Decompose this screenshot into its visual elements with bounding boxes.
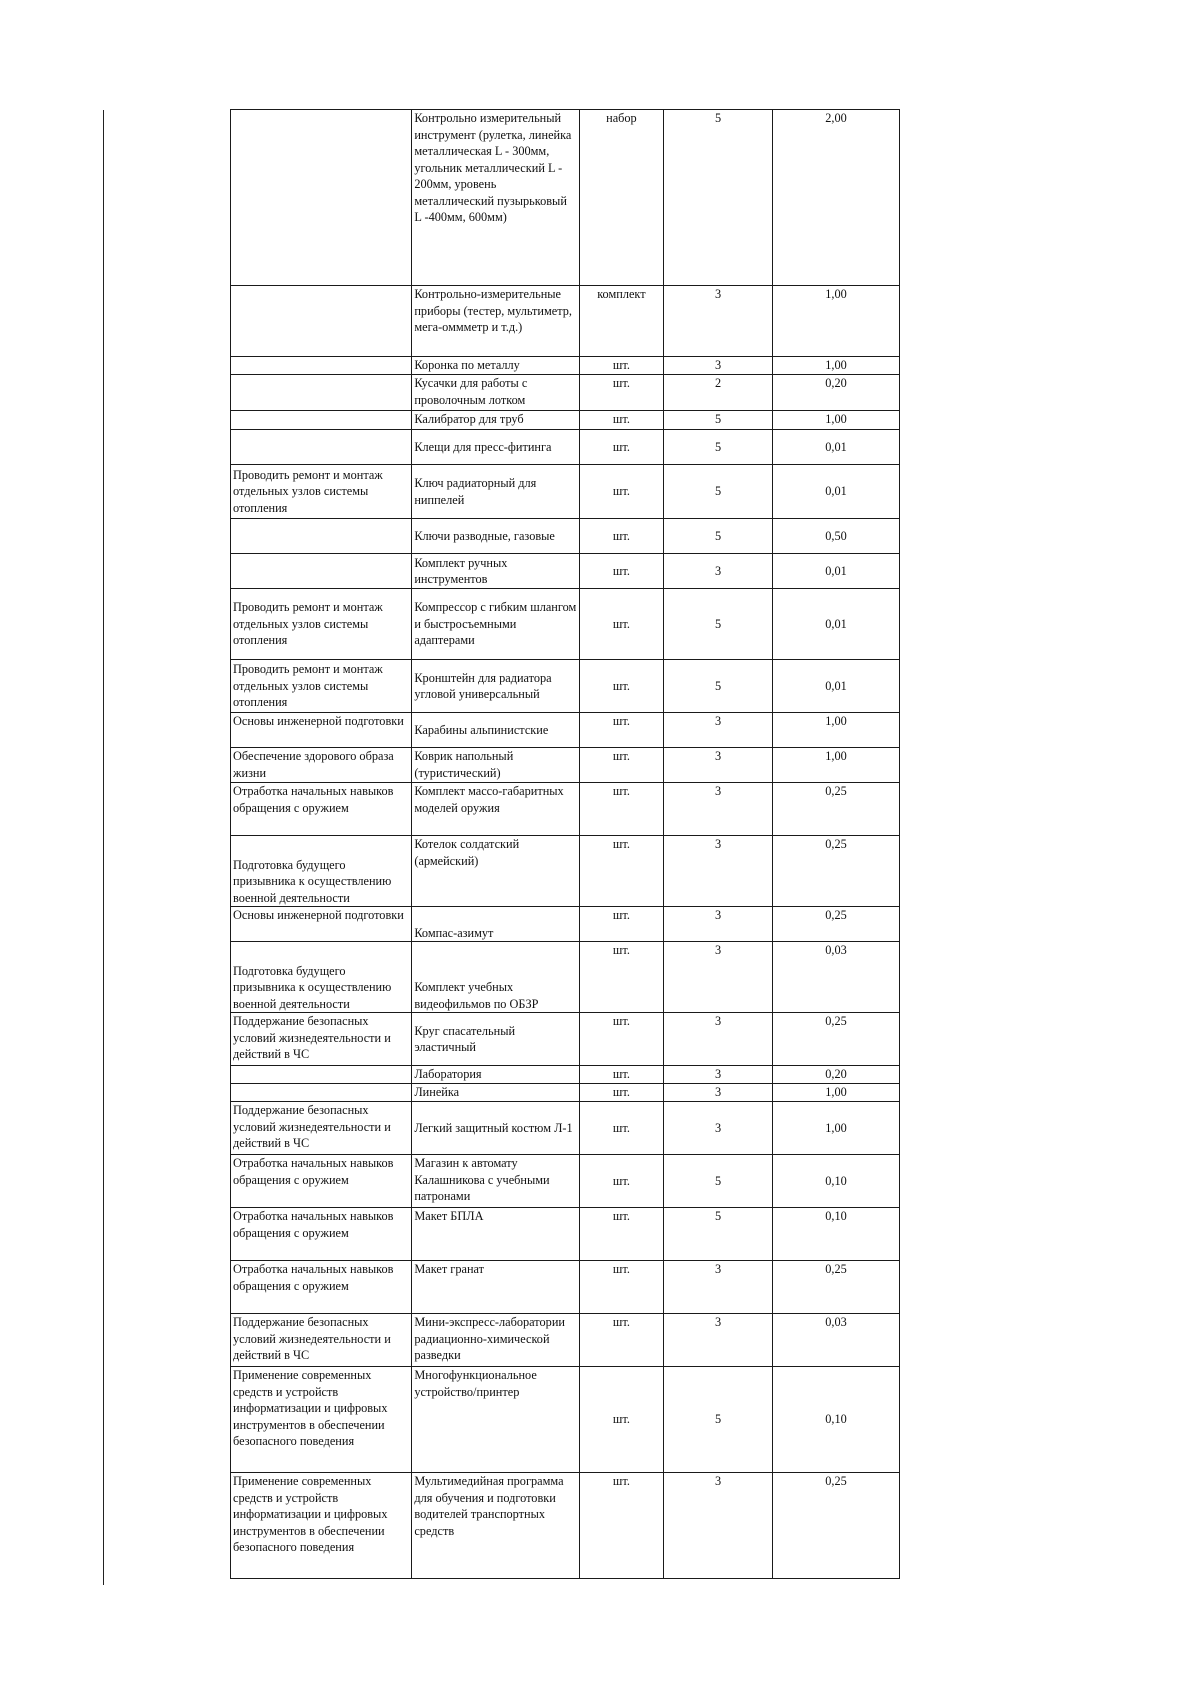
ratio-cell: 0,01	[773, 465, 900, 519]
quantity-cell: 5	[664, 1367, 773, 1473]
section-cell	[231, 411, 412, 430]
left-margin-rule	[103, 110, 104, 1585]
unit-cell: шт.	[579, 1314, 664, 1367]
item-name-cell: Комплект учебных видеофильмов по ОБЗР	[412, 942, 579, 1013]
ratio-cell: 0,50	[773, 519, 900, 554]
quantity-cell: 3	[664, 783, 773, 836]
section-cell: Отработка начальных навыков обращения с оружием	[231, 783, 412, 836]
ratio-cell: 1,00	[773, 1102, 900, 1155]
ratio-cell: 0,10	[773, 1208, 900, 1261]
quantity-cell: 5	[664, 1155, 773, 1208]
table-row	[231, 1102, 900, 1155]
ratio-cell: 1,00	[773, 357, 900, 375]
unit-cell: шт.	[579, 1066, 664, 1084]
ratio-cell: 2,00	[773, 110, 900, 286]
item-name-cell: Контрольно-измерительные приборы (тестер, мультиметр, мега-оммметр и т.д.)	[412, 286, 579, 357]
section-cell: Основы инженерной подготовки	[231, 907, 412, 942]
quantity-cell: 3	[664, 1066, 773, 1084]
ratio-cell: 1,00	[773, 1084, 900, 1102]
section-cell: Основы инженерной подготовки	[231, 713, 412, 748]
table-row	[231, 836, 900, 907]
table-row	[231, 1066, 900, 1084]
quantity-cell: 3	[664, 1084, 773, 1102]
unit-cell: шт.	[579, 357, 664, 375]
section-cell: Поддержание безопасных условий жизнедеятельности и действий в ЧС	[231, 1314, 412, 1367]
table-row	[231, 554, 900, 589]
table-row	[231, 1314, 900, 1367]
item-name-cell: Коврик напольный (туристический)	[412, 748, 579, 783]
section-cell	[231, 554, 412, 589]
item-name-cell: Комплект массо-габаритных моделей оружия	[412, 783, 579, 836]
item-name-cell: Калибратор для труб	[412, 411, 579, 430]
section-cell: Отработка начальных навыков обращения с оружием	[231, 1261, 412, 1314]
quantity-cell: 3	[664, 713, 773, 748]
table-row	[231, 357, 900, 375]
ratio-cell: 0,25	[773, 1013, 900, 1066]
section-cell	[231, 1066, 412, 1084]
ratio-cell: 0,10	[773, 1367, 900, 1473]
section-cell: Обеспечение здорового образа жизни	[231, 748, 412, 783]
unit-cell: шт.	[579, 1084, 664, 1102]
item-name-cell: Контрольно измерительный инструмент (рулетка, линейка металлическая L - 300мм, угольник металлический L - 200мм, уровень металлический пузырьковый L -400мм, 600мм)	[412, 110, 579, 286]
unit-cell: шт.	[579, 836, 664, 907]
table-row	[231, 430, 900, 465]
item-name-cell: Комплект ручных инструментов	[412, 554, 579, 589]
table-row	[231, 589, 900, 660]
unit-cell: шт.	[579, 1155, 664, 1208]
ratio-cell: 0,01	[773, 430, 900, 465]
unit-cell: шт.	[579, 713, 664, 748]
quantity-cell: 3	[664, 836, 773, 907]
table-row	[231, 465, 900, 519]
section-cell: Поддержание безопасных условий жизнедеятельности и действий в ЧС	[231, 1013, 412, 1066]
section-cell: Применение современных средств и устройств информатизации и цифровых инструментов в обеспечении безопасного поведения	[231, 1367, 412, 1473]
item-name-cell: Мультимедийная программа для обучения и подготовки водителей транспортных средств	[412, 1473, 579, 1579]
table-row	[231, 1084, 900, 1102]
quantity-cell: 2	[664, 375, 773, 411]
table-row	[231, 660, 900, 713]
item-name-cell: Компрессор с гибким шлангом и быстросъемными адаптерами	[412, 589, 579, 660]
section-cell	[231, 430, 412, 465]
item-name-cell: Макет гранат	[412, 1261, 579, 1314]
unit-cell: шт.	[579, 1261, 664, 1314]
section-cell	[231, 375, 412, 411]
quantity-cell: 5	[664, 1208, 773, 1261]
unit-cell: шт.	[579, 748, 664, 783]
quantity-cell: 5	[664, 465, 773, 519]
quantity-cell: 3	[664, 357, 773, 375]
unit-cell: набор	[579, 110, 664, 286]
unit-cell: комплект	[579, 286, 664, 357]
ratio-cell: 0,10	[773, 1155, 900, 1208]
equipment-table	[230, 109, 900, 1579]
unit-cell: шт.	[579, 907, 664, 942]
quantity-cell: 3	[664, 1473, 773, 1579]
ratio-cell: 1,00	[773, 411, 900, 430]
table-row	[231, 1013, 900, 1066]
table-row	[231, 1261, 900, 1314]
ratio-cell: 0,25	[773, 783, 900, 836]
item-name-cell: Многофункциональное устройство/принтер	[412, 1367, 579, 1473]
unit-cell: шт.	[579, 942, 664, 1013]
section-cell: Проводить ремонт и монтаж отдельных узлов системы отопления	[231, 465, 412, 519]
item-name-cell: Клещи для пресс-фитинга	[412, 430, 579, 465]
section-cell	[231, 357, 412, 375]
unit-cell: шт.	[579, 1473, 664, 1579]
unit-cell: шт.	[579, 1013, 664, 1066]
table-row	[231, 1208, 900, 1261]
ratio-cell: 1,00	[773, 748, 900, 783]
section-cell: Применение современных средств и устройств информатизации и цифровых инструментов в обеспечении безопасного поведения	[231, 1473, 412, 1579]
ratio-cell: 0,25	[773, 907, 900, 942]
table-row	[231, 1367, 900, 1473]
section-cell: Поддержание безопасных условий жизнедеятельности и действий в ЧС	[231, 1102, 412, 1155]
quantity-cell: 5	[664, 430, 773, 465]
unit-cell: шт.	[579, 589, 664, 660]
ratio-cell: 0,25	[773, 1473, 900, 1579]
ratio-cell: 1,00	[773, 286, 900, 357]
item-name-cell: Ключи разводные, газовые	[412, 519, 579, 554]
section-cell	[231, 519, 412, 554]
quantity-cell: 5	[664, 519, 773, 554]
ratio-cell: 0,01	[773, 554, 900, 589]
quantity-cell: 3	[664, 1261, 773, 1314]
ratio-cell: 1,00	[773, 713, 900, 748]
quantity-cell: 3	[664, 1013, 773, 1066]
ratio-cell: 0,01	[773, 660, 900, 713]
quantity-cell: 3	[664, 1314, 773, 1367]
item-name-cell: Карабины альпинистские	[412, 713, 579, 748]
item-name-cell: Ключ радиаторный для ниппелей	[412, 465, 579, 519]
unit-cell: шт.	[579, 519, 664, 554]
section-cell: Отработка начальных навыков обращения с оружием	[231, 1155, 412, 1208]
section-cell: Отработка начальных навыков обращения с оружием	[231, 1208, 412, 1261]
section-cell: Проводить ремонт и монтаж отдельных узлов системы отопления	[231, 589, 412, 660]
quantity-cell: 3	[664, 942, 773, 1013]
table-row	[231, 519, 900, 554]
ratio-cell: 0,20	[773, 375, 900, 411]
ratio-cell: 0,25	[773, 1261, 900, 1314]
section-cell	[231, 110, 412, 286]
item-name-cell: Легкий защитный костюм Л-1	[412, 1102, 579, 1155]
table-row	[231, 411, 900, 430]
section-cell	[231, 286, 412, 357]
unit-cell: шт.	[579, 1208, 664, 1261]
table-row	[231, 375, 900, 411]
quantity-cell: 5	[664, 660, 773, 713]
item-name-cell: Мини-экспресс-лаборатории радиационно-химической разведки	[412, 1314, 579, 1367]
quantity-cell: 5	[664, 110, 773, 286]
section-cell: Подготовка будущего призывника к осуществлению военной деятельности	[231, 942, 412, 1013]
quantity-cell: 3	[664, 286, 773, 357]
quantity-cell: 3	[664, 1102, 773, 1155]
section-cell: Подготовка будущего призывника к осуществлению военной деятельности	[231, 836, 412, 907]
unit-cell: шт.	[579, 375, 664, 411]
quantity-cell: 5	[664, 589, 773, 660]
table-row	[231, 110, 900, 286]
item-name-cell: Магазин к автомату Калашникова с учебными патронами	[412, 1155, 579, 1208]
unit-cell: шт.	[579, 465, 664, 519]
table-row	[231, 286, 900, 357]
item-name-cell: Кусачки для работы с проволочным лотком	[412, 375, 579, 411]
item-name-cell: Макет БПЛА	[412, 1208, 579, 1261]
unit-cell: шт.	[579, 411, 664, 430]
item-name-cell: Котелок солдатский (армейский)	[412, 836, 579, 907]
table-row	[231, 1155, 900, 1208]
table-row	[231, 713, 900, 748]
table-row	[231, 748, 900, 783]
section-cell: Проводить ремонт и монтаж отдельных узлов системы отопления	[231, 660, 412, 713]
unit-cell: шт.	[579, 1102, 664, 1155]
section-cell	[231, 1084, 412, 1102]
table-row	[231, 783, 900, 836]
ratio-cell: 0,01	[773, 589, 900, 660]
ratio-cell: 0,03	[773, 942, 900, 1013]
item-name-cell: Круг спасательный эластичный	[412, 1013, 579, 1066]
quantity-cell: 3	[664, 554, 773, 589]
item-name-cell: Линейка	[412, 1084, 579, 1102]
table-row	[231, 1473, 900, 1579]
quantity-cell: 3	[664, 907, 773, 942]
table-row	[231, 907, 900, 942]
table-row	[231, 942, 900, 1013]
item-name-cell: Кронштейн для радиатора угловой универсальный	[412, 660, 579, 713]
quantity-cell: 3	[664, 748, 773, 783]
item-name-cell: Лаборатория	[412, 1066, 579, 1084]
unit-cell: шт.	[579, 783, 664, 836]
ratio-cell: 0,25	[773, 836, 900, 907]
ratio-cell: 0,20	[773, 1066, 900, 1084]
unit-cell: шт.	[579, 1367, 664, 1473]
unit-cell: шт.	[579, 430, 664, 465]
item-name-cell: Компас-азимут	[412, 907, 579, 942]
item-name-cell: Коронка по металлу	[412, 357, 579, 375]
unit-cell: шт.	[579, 554, 664, 589]
ratio-cell: 0,03	[773, 1314, 900, 1367]
unit-cell: шт.	[579, 660, 664, 713]
quantity-cell: 5	[664, 411, 773, 430]
